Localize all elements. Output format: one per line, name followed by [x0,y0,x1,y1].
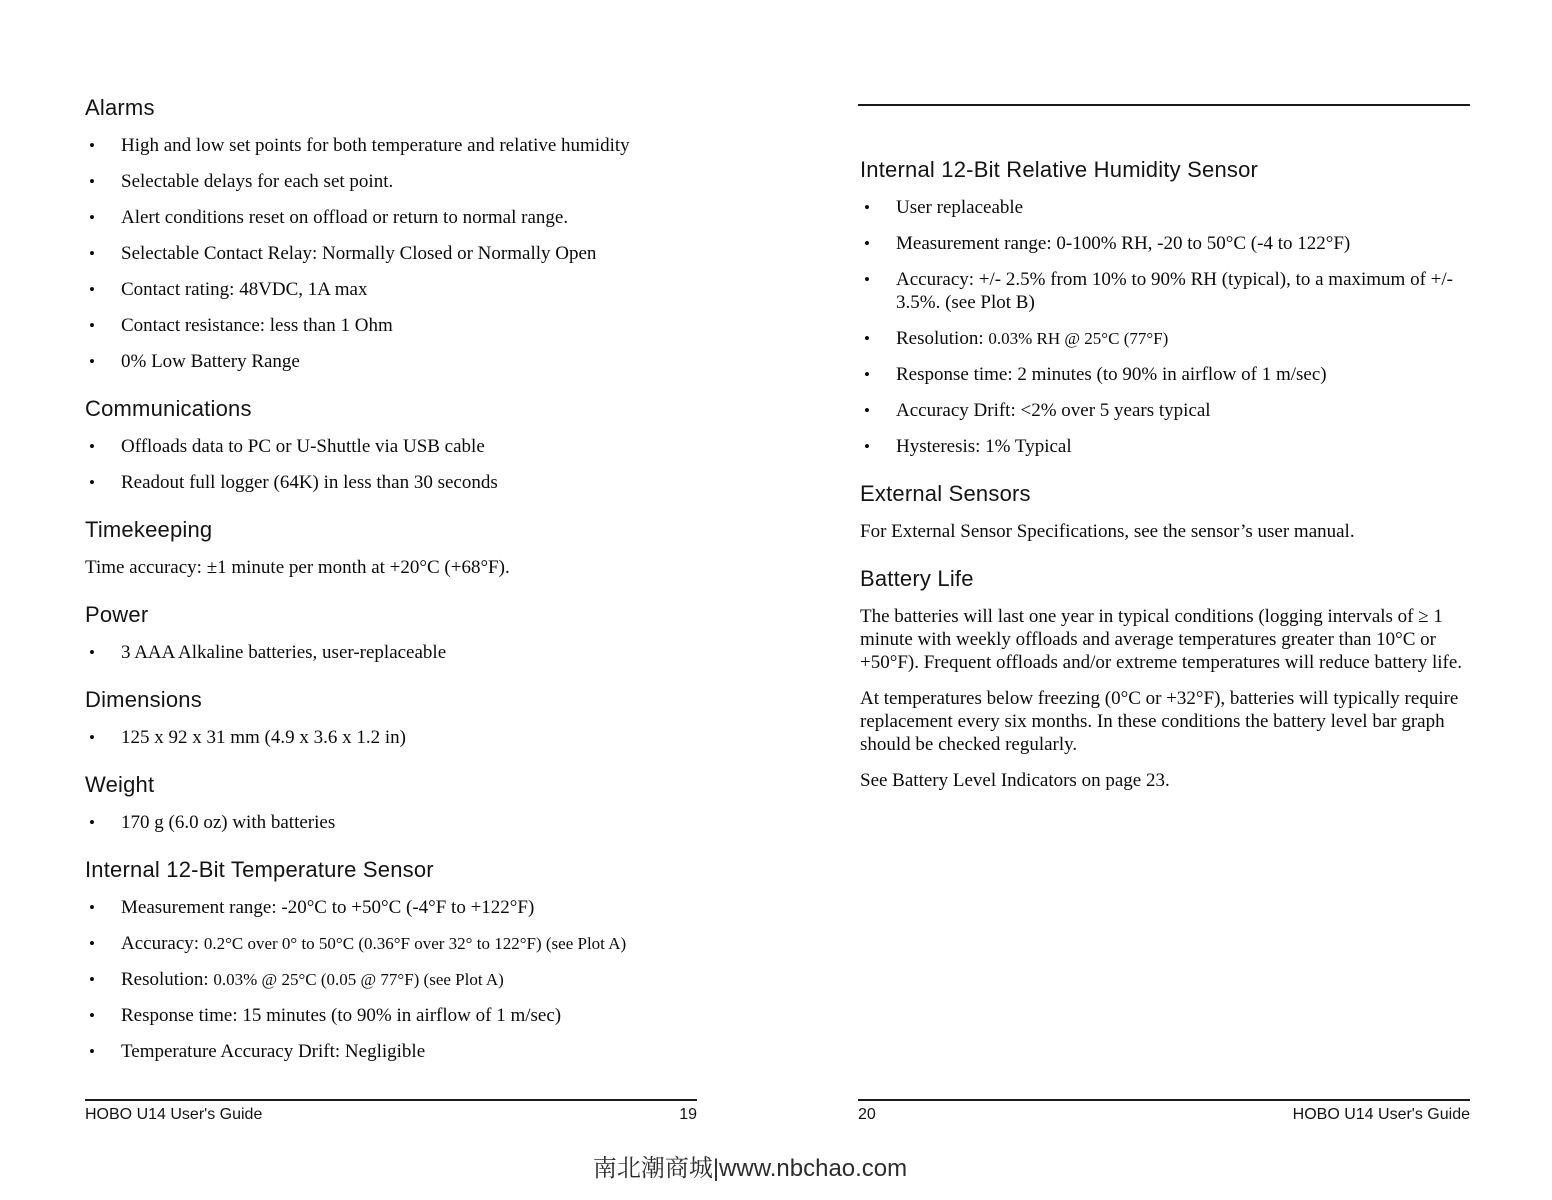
body-paragraph: At temperatures below freezing (0°C or +32°F), batteries will typically require replacement every six months. In these conditions the battery level bar graph should be checked regularly. [860,688,1459,755]
bullet-small-text: 0.03% RH @ 25°C (77°F) [988,329,1169,348]
bullet-icon: • [89,437,95,456]
bullet-item [85,206,707,229]
bullet-text: Measurement range: 0-100% RH, -20 to 50°C (-4 to 122°F) [896,233,1351,254]
bullet-text [896,327,1475,350]
bullet-text [121,932,707,955]
bullet-text: Hysteresis: 1% Typical [896,436,1072,457]
right-page-footer [858,1099,1470,1124]
bullet-icon: • [864,234,870,253]
body-paragraph: The batteries will last one year in typical conditions (logging intervals of ≥ 1 minute with weekly offloads and average temperatures greater than 10°C or +50°F). Frequent offloads and/or extreme temperatures will reduce battery life. [860,606,1463,673]
section-heading-external-sensors: External Sensors [860,481,1031,506]
bullet-text: 0% Low Battery Range [121,351,300,372]
bullet-icon: • [89,1006,95,1025]
body-paragraph: For External Sensor Specifications, see the sensor’s user manual. [860,521,1355,542]
section-heading-dimensions: Dimensions [85,687,202,712]
bullet-small-text: 0.2°C over 0° to 50°C (0.36°F over 32° to 122°F) (see Plot A) [203,934,627,953]
bullet-icon: • [864,329,870,348]
bullet-item [860,232,1475,255]
right-page-top-rule [858,104,1470,106]
bullet-text: Contact resistance: less than 1 Ohm [121,315,393,336]
bullet-icon: • [864,365,870,384]
bullet-text: 125 x 92 x 31 mm (4.9 x 3.6 x 1.2 in) [121,727,406,748]
bullet-item [85,134,707,157]
watermark-text: 南北潮商城|www.nbchao.com [592,1155,908,1182]
bullet-item [860,196,1475,219]
section-heading-internal-12-bit-temperature-sensor: Internal 12-Bit Temperature Sensor [85,857,434,882]
left-page-footer [85,1099,697,1124]
bullet-text: Selectable Contact Relay: Normally Closed or Normally Open [121,243,597,264]
bullet-text: Measurement range: -20°C to +50°C (-4°F to +122°F) [121,897,535,918]
bullet-icon: • [864,198,870,217]
bullet-item [85,1004,707,1027]
bullet-icon: • [89,898,95,917]
bullet-text: Alert conditions reset on offload or return to normal range. [121,207,569,228]
bullet-item [860,363,1475,386]
bullet-text: User replaceable [896,197,1024,218]
bullet-text: Temperature Accuracy Drift: Negligible [121,1041,426,1062]
bullet-icon: • [89,643,95,662]
bullet-lead-text: Accuracy: [121,933,204,954]
bullet-text: Accuracy Drift: <2% over 5 years typical [896,400,1211,421]
body-paragraph: Time accuracy: ±1 minute per month at +20°C (+68°F). [85,557,510,578]
section-heading-power: Power [85,602,149,627]
section-heading-battery-life: Battery Life [860,566,974,591]
bullet-item [85,242,707,265]
bullet-icon: • [89,172,95,191]
bullet-icon: • [89,473,95,492]
section-heading-weight: Weight [85,772,155,797]
bullet-text: 3 AAA Alkaline batteries, user-replaceable [121,642,447,663]
bullet-item [85,641,707,664]
left-footer-page-number: 19 [679,1106,697,1123]
bullet-text: Selectable delays for each set point. [121,171,394,192]
bullet-icon: • [89,970,95,989]
left-page-content [85,95,707,1076]
bullet-icon: • [89,1042,95,1061]
bullet-text: Response time: 15 minutes (to 90% in airflow of 1 m/sec) [121,1005,562,1026]
section-heading-timekeeping: Timekeeping [85,517,213,542]
bullet-item [860,399,1475,422]
bullet-icon: • [89,280,95,299]
bullet-item [85,435,707,458]
body-paragraph: See Battery Level Indicators on page 23. [860,770,1170,791]
bullet-icon: • [864,437,870,456]
bullet-text: Response time: 2 minutes (to 90% in airflow of 1 m/sec) [896,364,1327,385]
bullet-icon: • [89,136,95,155]
bullet-icon: • [89,244,95,263]
bullet-icon: • [89,813,95,832]
right-footer-page-number: 20 [858,1106,876,1123]
section-heading-communications: Communications [85,396,252,421]
bullet-text: High and low set points for both temperature and relative humidity [121,135,630,156]
bullet-item [85,932,707,955]
bullet-item [860,435,1475,458]
bullet-text [121,968,707,991]
bullet-item [860,327,1475,350]
bullet-item [85,896,707,919]
section-heading-internal-12-bit-relative-humidity-sensor: Internal 12-Bit Relative Humidity Sensor [860,157,1259,182]
bullet-icon: • [89,316,95,335]
bullet-item [85,471,707,494]
right-footer-title: HOBO U14 User's Guide [1292,1106,1470,1123]
right-page-content [860,157,1475,805]
bullet-lead-text: Resolution: [121,969,214,990]
bullet-icon: • [864,401,870,420]
bullet-item [860,268,1475,314]
bullet-item [85,350,707,373]
bullet-icon: • [89,934,95,953]
bullet-item [85,314,707,337]
bullet-item [85,278,707,301]
bullet-text: Contact rating: 48VDC, 1A max [121,279,368,300]
bullet-icon: • [89,728,95,747]
left-footer-title: HOBO U14 User's Guide [85,1106,263,1123]
bullet-item [85,811,707,834]
bullet-item [85,726,707,749]
section-heading-alarms: Alarms [85,95,155,120]
bullet-icon: • [864,270,870,289]
bullet-text: 170 g (6.0 oz) with batteries [121,812,336,833]
bullet-icon: • [89,208,95,227]
bullet-icon: • [89,352,95,371]
bullet-text: Offloads data to PC or U-Shuttle via USB cable [121,436,485,457]
bullet-text: Accuracy: +/- 2.5% from 10% to 90% RH (typical), to a maximum of +/- 3.5%. (see Plot B) [896,269,1453,313]
bullet-text: Readout full logger (64K) in less than 30 seconds [121,472,498,493]
bullet-item [85,1040,707,1063]
bullet-lead-text: Resolution: [896,328,989,349]
bullet-item [85,968,707,991]
bullet-item [85,170,707,193]
bullet-small-text: 0.03% @ 25°C (0.05 @ 77°F) (see Plot A) [213,970,504,989]
